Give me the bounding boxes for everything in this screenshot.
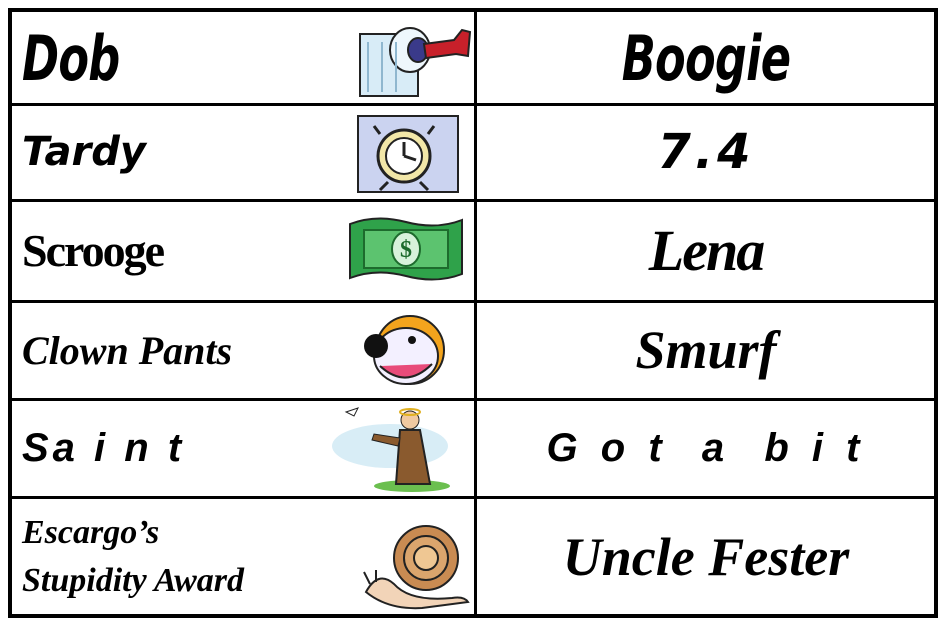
row-divider <box>8 496 938 499</box>
clown-face-icon <box>358 310 458 392</box>
winner-uncle-fester: Uncle Fester <box>562 527 850 587</box>
winner-got-a-bit: G o t a b i t <box>546 425 866 470</box>
snail-icon <box>360 514 470 610</box>
award-label-line-2: Stupidity Award <box>22 562 244 599</box>
winner-lena: Lena <box>648 218 764 283</box>
winner-7-4: 7.4 <box>657 124 755 180</box>
award-label-saint: Sa i n t <box>22 425 186 470</box>
award-label-dob: Dob <box>22 21 120 95</box>
award-label-escargo <box>22 500 342 614</box>
alarm-clock-icon <box>354 112 462 196</box>
award-label-tardy: Tardy <box>22 129 146 175</box>
award-label-scrooge: Scrooge <box>22 225 164 276</box>
svg-text:$: $ <box>400 237 412 263</box>
winner-smurf: Smurf <box>635 320 777 380</box>
toilet-paper-icon <box>352 16 476 102</box>
award-label-clown-pants: Clown Pants <box>22 327 233 373</box>
winner-boogie: Boogie <box>621 21 791 95</box>
saint-figure-icon <box>328 404 470 494</box>
dollar-bill-icon <box>346 214 466 284</box>
award-label-line-1: Escargo’s <box>22 514 160 551</box>
